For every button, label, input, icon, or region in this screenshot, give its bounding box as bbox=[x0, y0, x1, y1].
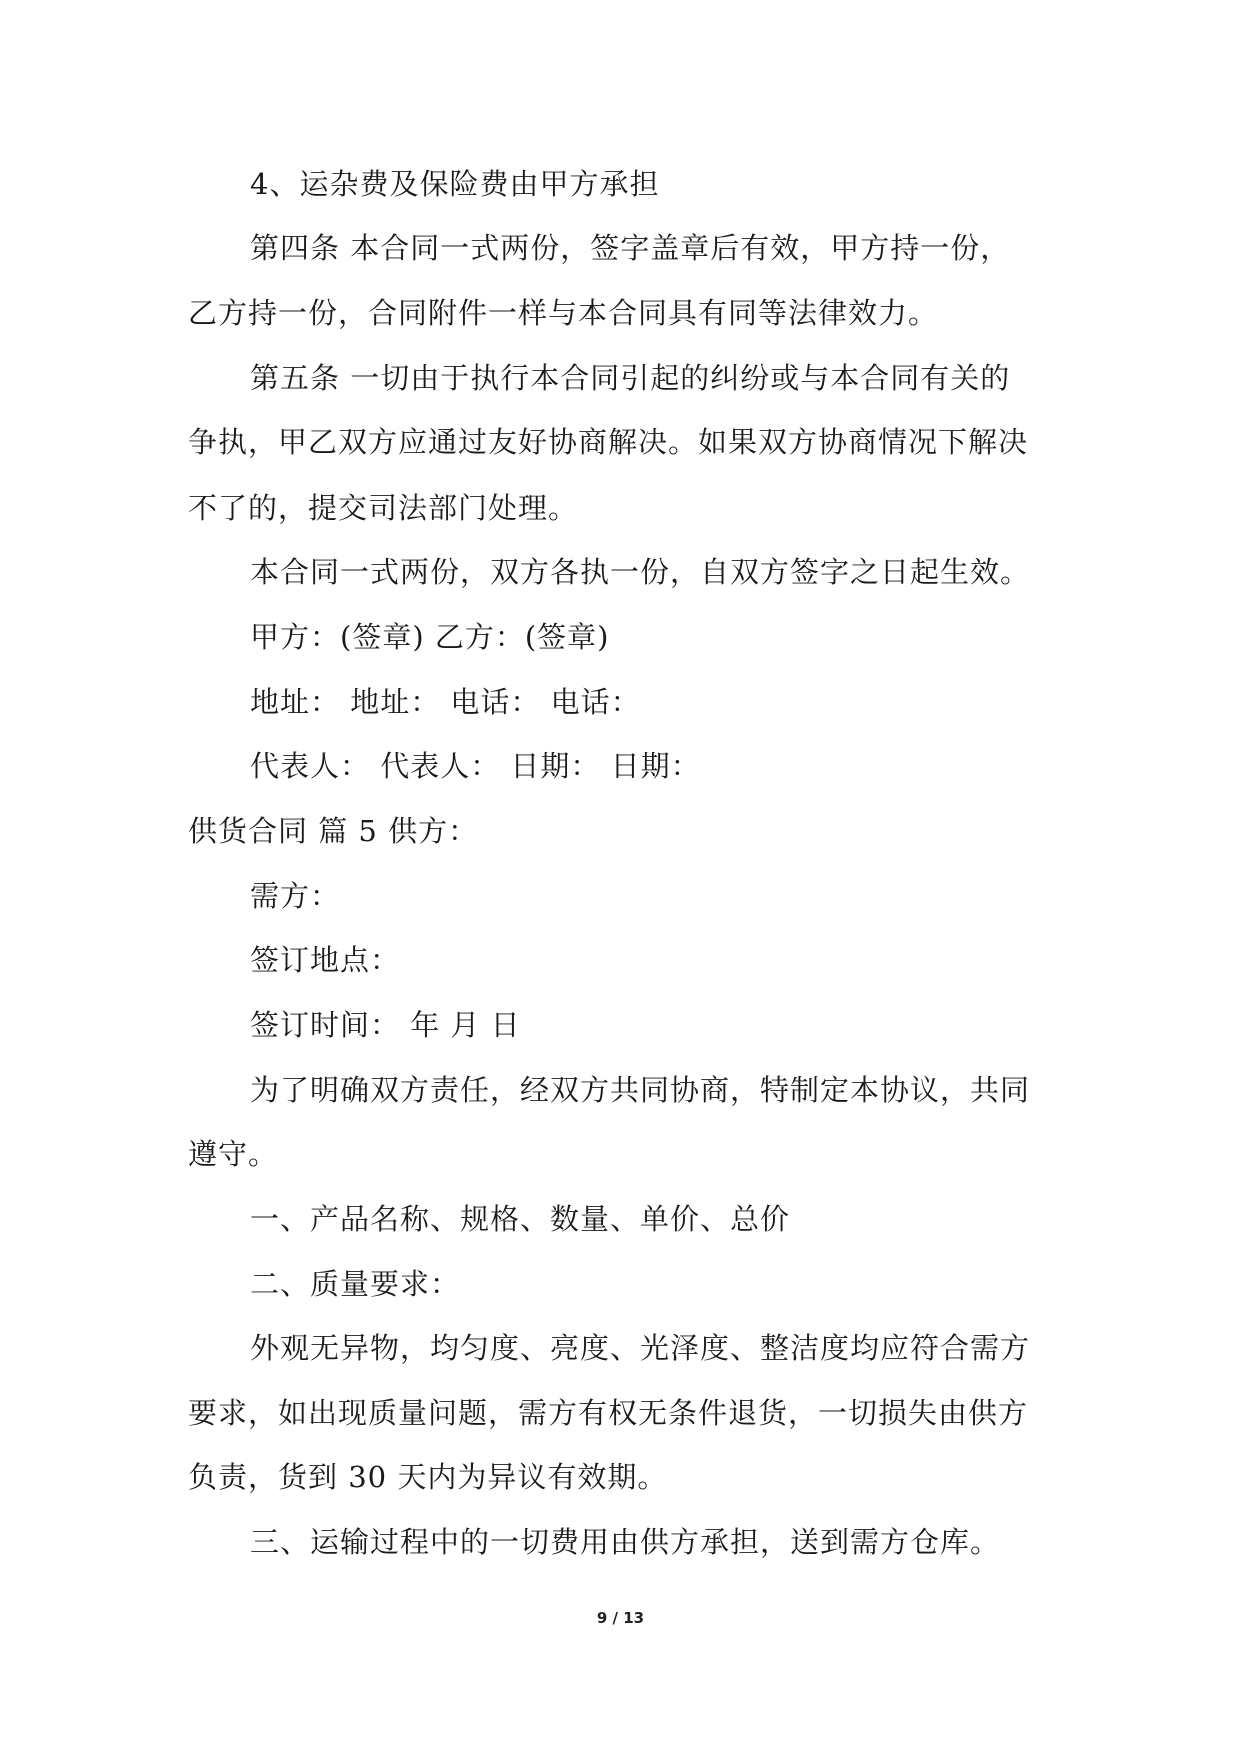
text-line: 要求，如出现质量问题，需方有权无条件退货，一切损失由供方 bbox=[188, 1396, 1029, 1430]
text-line: 4、运杂费及保险费由甲方承担 bbox=[250, 167, 660, 201]
text-line: 二、质量要求： bbox=[250, 1267, 461, 1301]
text-line: 一、产品名称、规格、数量、单价、总价 bbox=[250, 1202, 791, 1236]
text-line: 遵守。 bbox=[188, 1137, 279, 1171]
text-line: 三、运输过程中的一切费用由供方承担，送到需方仓库。 bbox=[250, 1525, 1001, 1559]
text-line: 争执，甲乙双方应通过友好协商解决。如果双方协商情况下解决 bbox=[188, 425, 1029, 459]
text-line: 第五条 一切由于执行本合同引起的纠纷或与本合同有关的 bbox=[250, 361, 1011, 395]
page-number: 9 / 13 bbox=[596, 1609, 645, 1627]
text-line: 代表人： 代表人： 日期： 日期： bbox=[250, 749, 701, 783]
text-line: 甲方：(签章) 乙方：(签章) bbox=[250, 620, 610, 654]
text-line: 为了明确双方责任，经双方共同协商，特制定本协议，共同 bbox=[250, 1073, 1031, 1107]
text-line: 乙方持一份，合同附件一样与本合同具有同等法律效力。 bbox=[188, 296, 939, 330]
text-line: 需方： bbox=[250, 879, 341, 913]
text-line: 签订时间： 年 月 日 bbox=[250, 1008, 521, 1042]
text-line: 不了的，提交司法部门处理。 bbox=[188, 491, 579, 525]
text-line: 地址： 地址： 电话： 电话： bbox=[250, 685, 641, 719]
text-line: 外观无异物，均匀度、亮度、光泽度、整洁度均应符合需方 bbox=[250, 1331, 1031, 1365]
text-line: 第四条 本合同一式两份，签字盖章后有效，甲方持一份， bbox=[250, 231, 1011, 265]
section-heading: 供货合同 篇 5 供方： bbox=[188, 814, 479, 848]
text-line: 签订地点： bbox=[250, 943, 401, 977]
text-line: 负责，货到 30 天内为异议有效期。 bbox=[188, 1460, 668, 1494]
text-line: 本合同一式两份，双方各执一份，自双方签字之日起生效。 bbox=[250, 555, 1031, 589]
